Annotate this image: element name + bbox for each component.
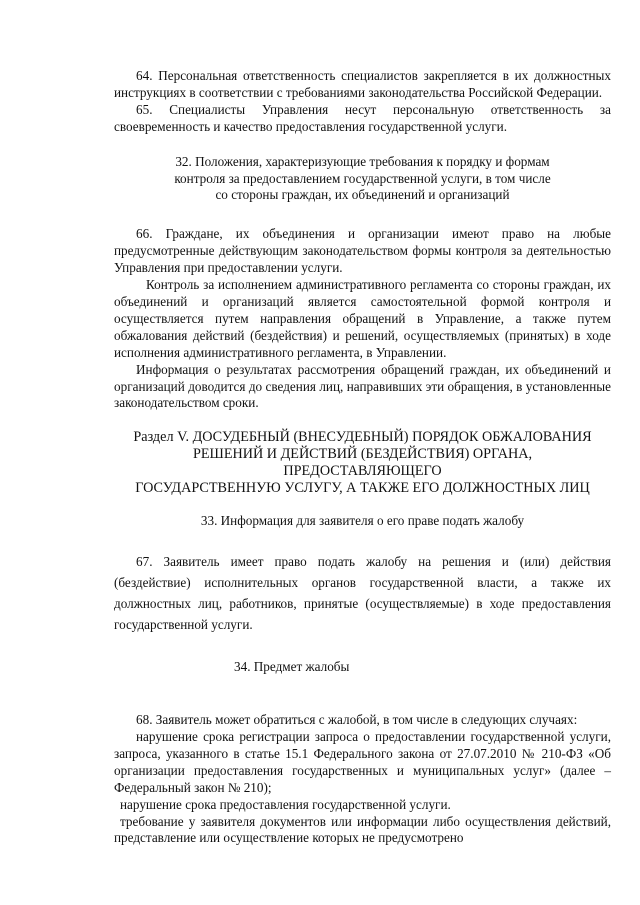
- paragraph-66-information: Информация о результатах рассмотрения обращений граждан, их объединений и организаций доводится до сведения лиц, направивших эти обращения, в установленные законодательством сроки.: [114, 361, 611, 411]
- section-34-heading: 34. Предмет жалобы: [234, 659, 350, 675]
- paragraph-66-control: Контроль за исполнением административного регламента со стороны граждан, их объединений и организаций является самостоятельной формой контроля и осуществляется путем направления обращений в Управление, а также путем обжалования действий (бездействия) и решений, осуществляемых (принятых) в ходе исполнения административного регламента, в Управлении.: [114, 277, 611, 360]
- section-v-heading-line-1: Раздел V. ДОСУДЕБНЫЙ (ВНЕСУДЕБНЫЙ) ПОРЯДОК ОБЖАЛОВАНИЯ: [133, 429, 592, 446]
- document-body: [114, 68, 611, 847]
- paragraph-68-item-registration: нарушение срока регистрации запроса о предоставлении государственной услуги, запроса, указанного в статье 15.1 Федерального закона от 27.07.2010 № 210-ФЗ «Об организации предоставления государственных и муниципальных услуг» (далее – Федеральный закон № 210);: [114, 729, 611, 795]
- paragraph-67: 67. Заявитель имеет право подать жалобу на решения и (или) действия (бездействие) исполнительных органов государственной власти, а также их должностных лиц, работников, принятые (осуществляемые) в ходе предоставления государственной услуги.: [114, 554, 611, 633]
- paragraph-64: 64. Персональная ответственность специалистов закрепляется в их должностных инструкциях в соответствии с требованиями законодательства Российской Федерации.: [114, 68, 611, 100]
- section-v-heading: [114, 429, 611, 497]
- section-v-heading-line-3: ГОСУДАРСТВЕННУЮ УСЛУГУ, А ТАКЖЕ ЕГО ДОЛЖНОСТНЫХ ЛИЦ: [135, 480, 590, 497]
- section-32-heading: [114, 154, 611, 205]
- section-33-heading: 33. Информация для заявителя о его праве подать жалобу: [200, 513, 525, 529]
- section-32-heading-line-3: со стороны граждан, их объединений и организаций: [215, 187, 510, 203]
- section-v-heading-line-2: РЕШЕНИЙ И ДЕЙСТВИЙ (БЕЗДЕЙСТВИЯ) ОРГАНА, ПРЕДОСТАВЛЯЮЩЕГО: [192, 446, 533, 480]
- paragraph-68-item-deadline: нарушение срока предоставления государственной услуги.: [120, 796, 451, 812]
- paragraph-66: 66. Граждане, их объединения и организации имеют право на любые предусмотренные действующим законодательством формы контроля за деятельностью Управления при предоставлении услуги.: [114, 226, 611, 276]
- section-32-heading-line-1: 32. Положения, характеризующие требования к порядку и формам: [175, 153, 550, 169]
- section-32-heading-line-2: контроля за предоставлением государственной услуги, в том числе: [174, 170, 551, 186]
- paragraph-65: 65. Специалисты Управления несут персональную ответственность за своевременность и качество предоставления государственной услуги.: [114, 101, 611, 134]
- paragraph-68: 68. Заявитель может обратиться с жалобой, в том числе в следующих случаях:: [136, 712, 578, 728]
- paragraph-68-item-documents: требование у заявителя документов или информации либо осуществления действий, представление или осуществление которых не предусмотрено: [114, 813, 611, 846]
